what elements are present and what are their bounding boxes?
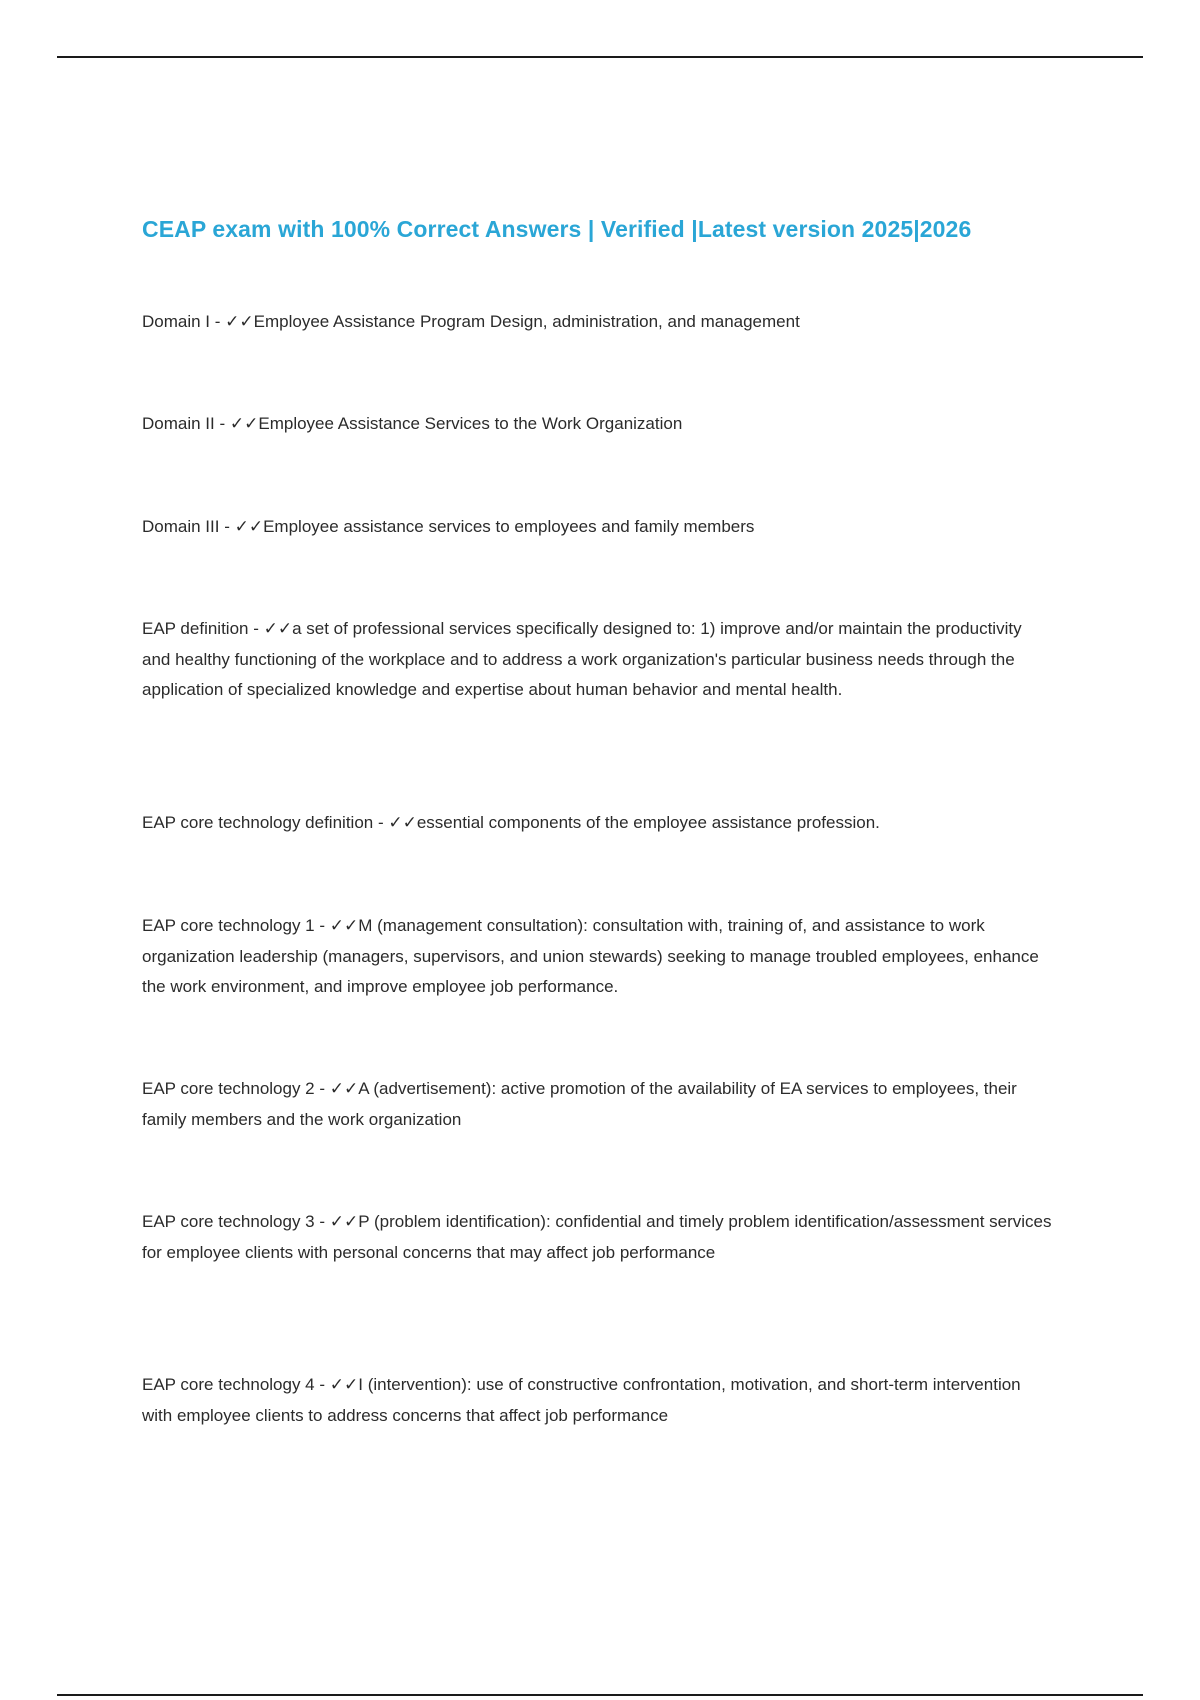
entry-definition: Employee assistance services to employees and family members — [263, 517, 755, 536]
double-check-icon: ✓✓ — [388, 813, 417, 833]
double-check-icon: ✓✓ — [329, 1375, 359, 1395]
entry-eap-definition — [142, 614, 1052, 706]
entry-core-technology-definition — [142, 808, 1052, 839]
footer-rule — [57, 1694, 1143, 1696]
entry-definition: essential components of the employee assistance profession. — [416, 813, 880, 832]
double-check-icon: ✓✓ — [329, 1212, 359, 1232]
entry-domain-1 — [142, 307, 1052, 338]
entry-term: EAP core technology definition - — [142, 813, 388, 832]
entry-core-technology-3 — [142, 1207, 1052, 1268]
header-rule — [57, 56, 1143, 58]
double-check-icon: ✓✓ — [329, 916, 359, 936]
double-check-icon: ✓✓ — [329, 1079, 359, 1099]
entry-term: EAP core technology 3 - — [142, 1212, 330, 1231]
entry-term: EAP core technology 2 - — [142, 1079, 330, 1098]
entry-definition: I (intervention): use of constructive confrontation, motivation, and short-term intervention with employee clients to address concerns that affect job performance — [142, 1375, 1021, 1425]
double-check-icon: ✓✓ — [225, 312, 254, 332]
double-check-icon: ✓✓ — [263, 619, 293, 639]
entry-term: Domain II - — [142, 414, 230, 433]
entry-domain-3 — [142, 512, 1052, 543]
entry-definition: a set of professional services specifically designed to: 1) improve and/or maintain the productivity and healthy functioning of the workplace and to address a work organization's particular business needs through the application of specialized knowledge and expertise about human behavior and mental health. — [142, 619, 1022, 699]
entry-definition: M (management consultation): consultation with, training of, and assistance to work organization leadership (managers, supervisors, and union stewards) seeking to manage troubled employees, enhance the work environment, and improve employee job performance. — [142, 916, 1039, 996]
entry-core-technology-2 — [142, 1074, 1052, 1135]
entry-definition: P (problem identification): confidential and timely problem identification/assessment services for employee clients with personal concerns that may affect job performance — [142, 1212, 1052, 1262]
entry-term: Domain I - — [142, 312, 225, 331]
entry-term: EAP core technology 4 - — [142, 1375, 330, 1394]
entry-definition: Employee Assistance Services to the Work Organization — [258, 414, 683, 433]
page-title: CEAP exam with 100% Correct Answers | Verified |Latest version 2025|2026 — [142, 216, 972, 242]
entry-core-technology-1 — [142, 911, 1052, 1003]
double-check-icon: ✓✓ — [234, 517, 264, 537]
double-check-icon: ✓✓ — [229, 414, 259, 434]
entry-term: Domain III - — [142, 517, 235, 536]
entry-term: EAP definition - — [142, 619, 264, 638]
entry-definition: Employee Assistance Program Design, administration, and management — [253, 312, 800, 331]
entry-domain-2 — [142, 409, 1052, 440]
entry-term: EAP core technology 1 - — [142, 916, 330, 935]
entry-definition: A (advertisement): active promotion of the availability of EA services to employees, their family members and the work organization — [142, 1079, 1017, 1129]
entry-core-technology-4 — [142, 1370, 1052, 1431]
